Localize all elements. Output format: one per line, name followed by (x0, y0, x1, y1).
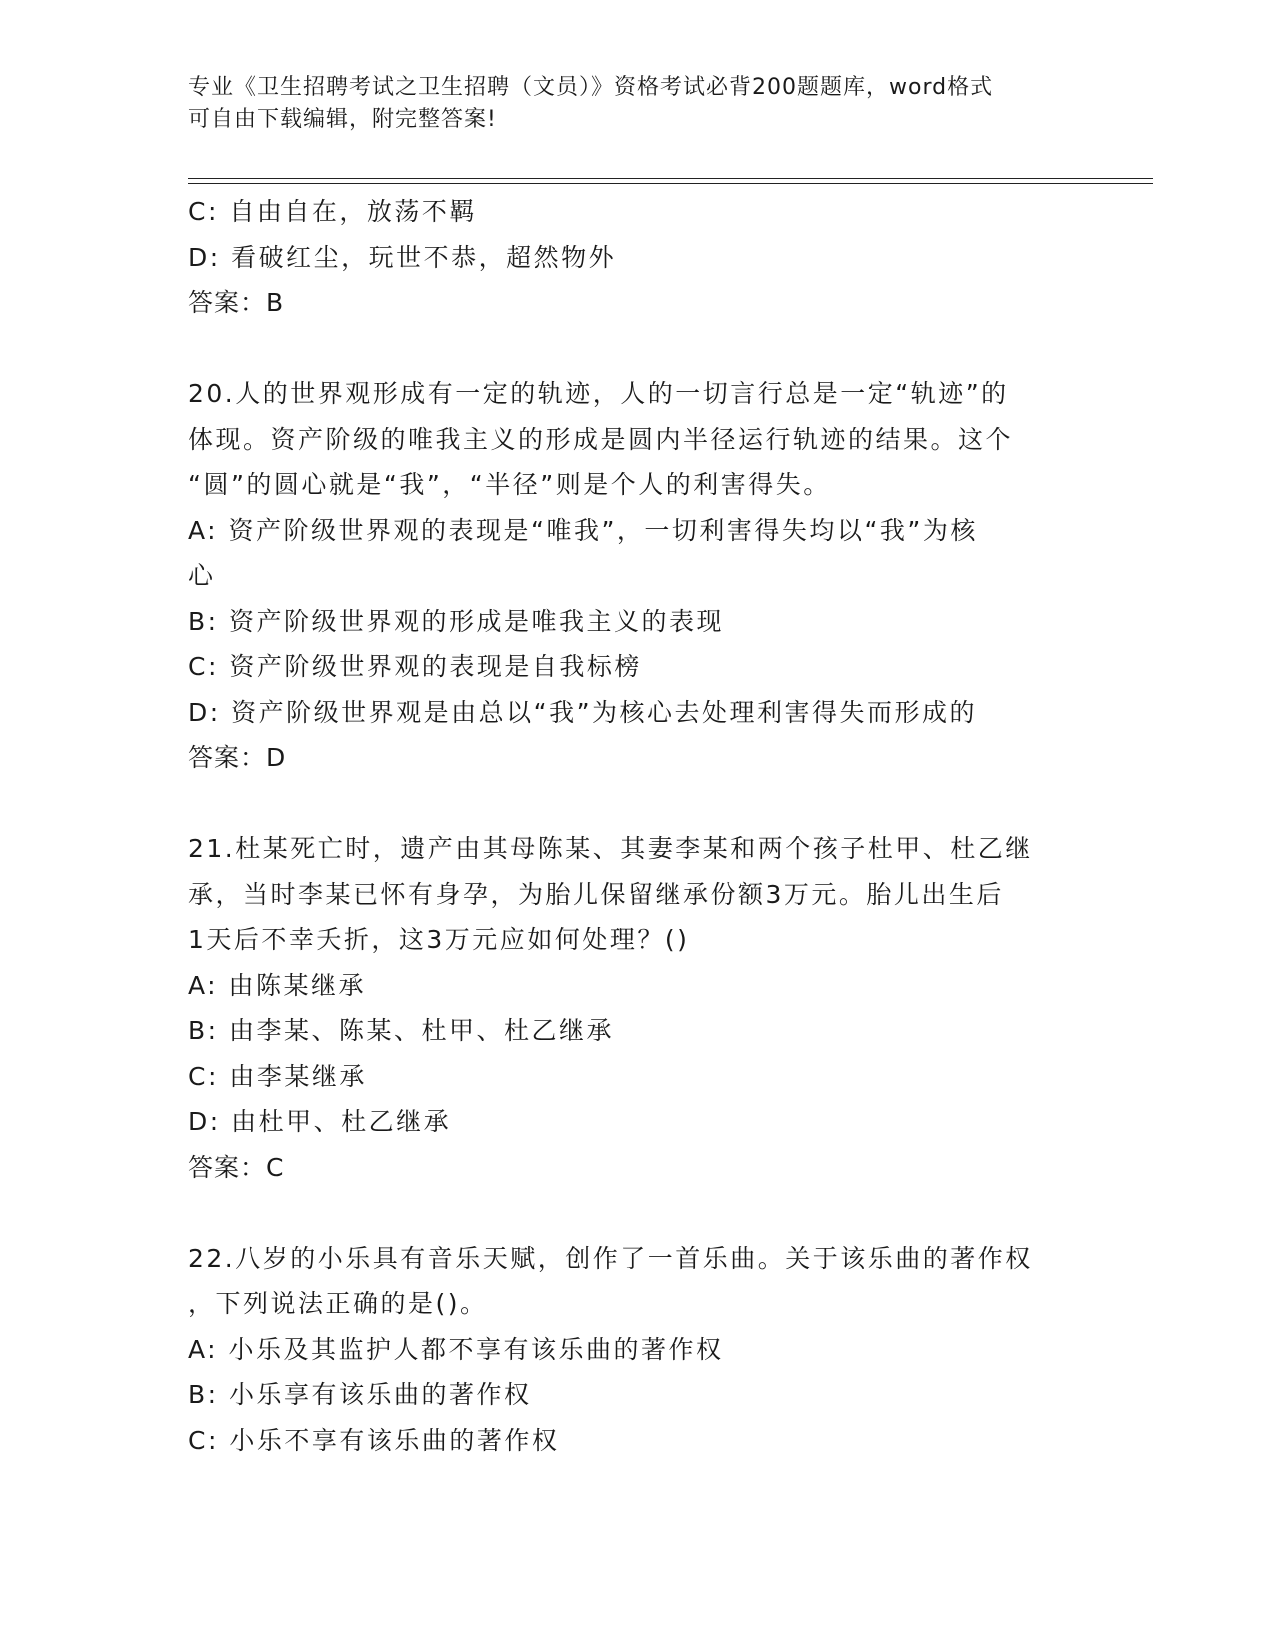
option-b: B: 由李某、陈某、杜甲、杜乙继承 (188, 1016, 615, 1045)
question-stem-line: 1天后不幸夭折，这3万元应如何处理？() (188, 925, 690, 954)
header-divider (188, 183, 1153, 184)
document-header (188, 72, 1088, 136)
question-stem-line: 22.八岁的小乐具有音乐天赋，创作了一首乐曲。关于该乐曲的著作权 (188, 1243, 1033, 1273)
option-d: D: 资产阶级世界观是由总以“我”为核心去处理利害得失而形成的 (188, 697, 978, 727)
question-stem-line: ，下列说法正确的是()。 (188, 1289, 488, 1318)
question-stem-line: 20.人的世界观形成有一定的轨迹，人的一切言行总是一定“轨迹”的 (188, 379, 1009, 408)
option-a: A: 资产阶级世界观的表现是“唯我”，一切利害得失均以“我”为核 (188, 515, 978, 545)
option-c: C: 小乐不享有该乐曲的著作权 (188, 1425, 560, 1455)
question-22 (188, 1236, 1088, 1464)
option-b: B: 小乐享有该乐曲的著作权 (188, 1380, 532, 1409)
header-divider (188, 178, 1153, 179)
option-a: A: 小乐及其监护人都不享有该乐曲的著作权 (188, 1334, 724, 1364)
option-d: D: 看破红尘，玩世不恭，超然物外 (188, 242, 617, 272)
question-content (188, 189, 1088, 1463)
spacer (188, 781, 1088, 827)
option-c: C: 资产阶级世界观的表现是自我标榜 (188, 652, 642, 681)
question-21 (188, 826, 1088, 1190)
question-20 (188, 371, 1088, 781)
question-19-tail (188, 189, 1088, 326)
question-stem-line: 承，当时李某已怀有身孕，为胎儿保留继承份额3万元。胎儿出生后 (188, 879, 1004, 909)
spacer (188, 326, 1088, 372)
option-b: B: 资产阶级世界观的形成是唯我主义的表现 (188, 606, 725, 636)
question-stem-line: 体现。资产阶级的唯我主义的形成是圆内半径运行轨迹的结果。这个 (188, 424, 1014, 454)
header-line: 专业《卫生招聘考试之卫生招聘（文员）》资格考试必背200题题库，word格式 (188, 75, 994, 100)
spacer (188, 1190, 1088, 1236)
option-a-continued: 心 (188, 561, 216, 590)
answer-label: 答案：C (188, 1152, 285, 1182)
option-d: D: 由杜甲、杜乙继承 (188, 1107, 452, 1136)
answer-label: 答案：B (188, 288, 285, 317)
option-c: C: 自由自在，放荡不羁 (188, 197, 477, 226)
question-stem-line: 21.杜某死亡时，遗产由其母陈某、其妻李某和两个孩子杜甲、杜乙继 (188, 834, 1033, 863)
option-a: A: 由陈某继承 (188, 970, 367, 1000)
question-stem-line: “圆”的圆心就是“我”，“半径”则是个人的利害得失。 (188, 470, 831, 499)
option-c: C: 由李某继承 (188, 1061, 367, 1091)
answer-label: 答案：D (188, 743, 287, 772)
header-line: 可自由下载编辑，附完整答案! (188, 107, 497, 132)
